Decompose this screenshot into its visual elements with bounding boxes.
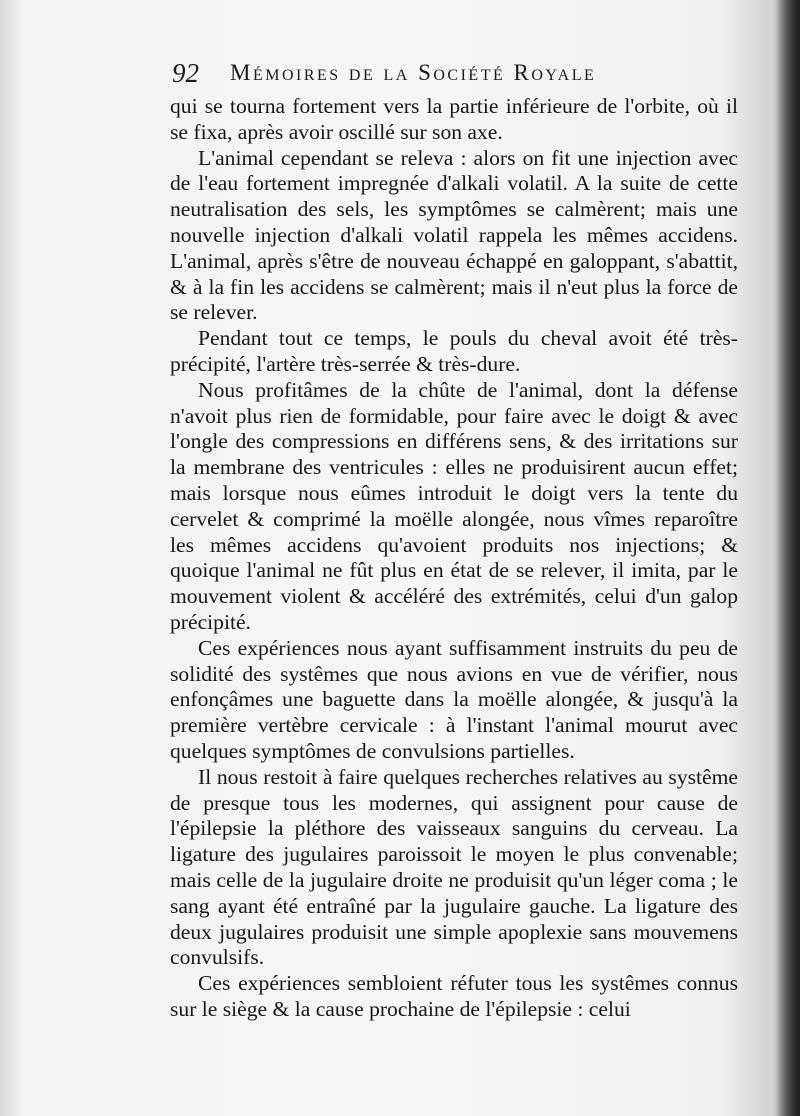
paragraph-continuation: qui se tourna fortement vers la partie inférieure de l'orbite, où il se fixa, après avoir oscillé sur son axe. bbox=[170, 94, 738, 144]
paragraph-injection: L'animal cependant se releva : alors on fit une injection avec de l'eau fortement impregnée d'alkali volatil. A la suite de cette neutralisation des sels, les symptômes se calmèrent; mais une nouvelle injection d'alkali volatil rappela les mêmes accidens. L'animal, après s'être de nouveau échappé en galoppant, s'abattit, & à la fin les accidens se calmèrent; mais il n'eut plus la force de se relever. bbox=[170, 145, 738, 325]
page-number: 92 bbox=[172, 58, 199, 88]
running-head: Mémoires de la Société Royale bbox=[230, 60, 597, 85]
paragraph-conclusion: Ces expériences sembloient réfuter tous les systêmes connus sur le siège & la cause prochaine de l'épilepsie : celui bbox=[170, 971, 738, 1021]
page-header bbox=[172, 58, 672, 92]
paragraph-baguette: Ces expériences nous ayant suffisamment instruits du peu de solidité des systêmes que nous avions en vue de vérifier, nous enfonçâmes une baguette dans la moëlle alongée, & jusqu'à la première vertèbre cervicale : à l'instant l'animal mourut avec quelques symptômes de convulsions partielles. bbox=[170, 635, 738, 763]
paragraph-compressions: Nous profitâmes de la chûte de l'animal, dont la défense n'avoit plus rien de formidable, pour faire avec le doigt & avec l'ongle des compressions en différens sens, & des irritations sur la membrane des ventricules : elles ne produisirent aucun effet; mais lorsque nous eûmes introduit le doigt vers la tente du cervelet & comprimé la moëlle alongée, nous vîmes reparoître les mêmes accidens qu'avoient produits nos injections; & quoique l'animal ne fût plus en état de se relever, il imita, par le mouvement violent & accéléré des extrémités, celui d'un galop précipité. bbox=[170, 377, 738, 634]
paragraph-pulse: Pendant tout ce temps, le pouls du cheval avoit été très-précipité, l'artère très-serrée & très-dure. bbox=[170, 326, 738, 376]
body-text bbox=[170, 94, 738, 1023]
paragraph-jugulaires: Il nous restoit à faire quelques recherches relatives au systême de presque tous les modernes, qui assignent pour cause de l'épilepsie la pléthore des vaisseaux sanguins du cerveau. La ligature des jugulaires paroissoit le moyen le plus convenable; mais celle de la jugulaire droite ne produisit qu'un léger coma ; le sang ayant été entraîné par la jugulaire gauche. La ligature des deux jugulaires produisit une simple apoplexie sans mouvemens convulsifs. bbox=[170, 764, 738, 970]
